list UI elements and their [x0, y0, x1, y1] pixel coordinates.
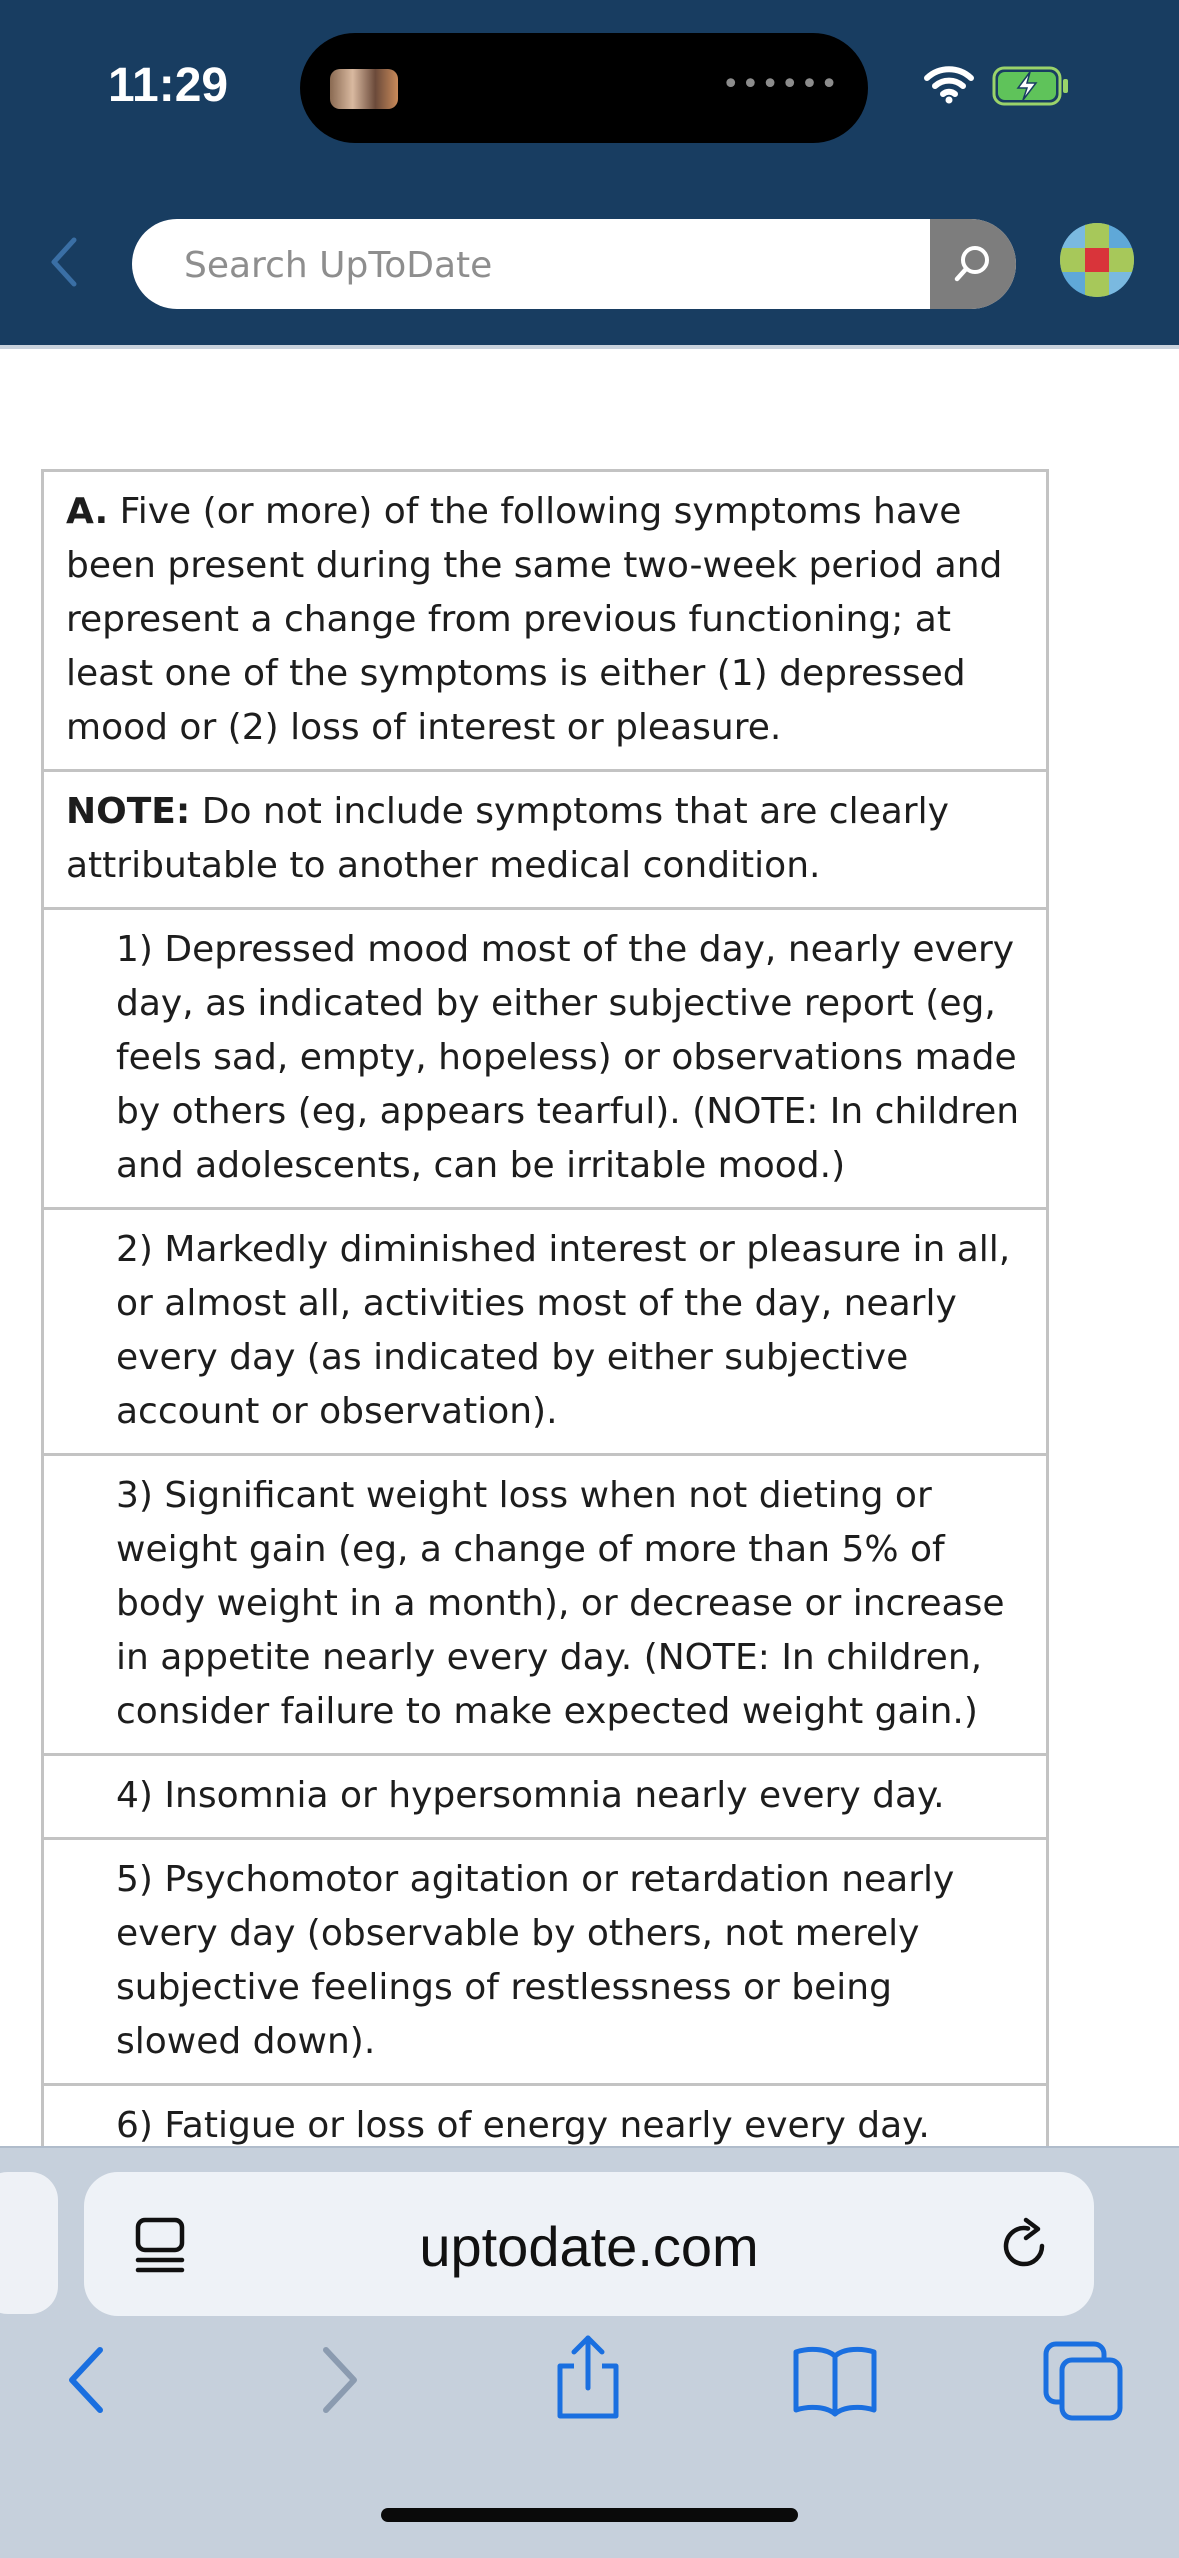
criteria-text: 1) Depressed mood most of the day, nearly every day, as indicated by either subjective report (eg, feels sad, empty, hopeless) or observations made by others (eg, appears tearful). (NOTE: In children and adolescents, can be irritable mood.): [116, 929, 1020, 1186]
status-time: 11:29: [108, 59, 229, 112]
wifi-icon: [923, 64, 975, 104]
share-icon[interactable]: [548, 2332, 628, 2422]
criteria-row: [44, 1756, 1046, 1840]
criteria-row: [44, 472, 1046, 772]
criteria-row: [44, 1840, 1046, 2086]
criteria-row: [44, 1210, 1046, 1456]
browser-toolbar: [0, 2146, 1179, 2558]
uptodate-logo-icon[interactable]: [1059, 222, 1135, 298]
tabs-icon[interactable]: [1040, 2340, 1124, 2424]
criteria-row: [44, 772, 1046, 910]
search-bar: [132, 219, 1016, 309]
address-bar[interactable]: [84, 2172, 1094, 2316]
bookmarks-icon[interactable]: [790, 2340, 880, 2420]
home-indicator: [381, 2508, 798, 2522]
island-dots-icon: ••••••: [721, 67, 840, 102]
criteria-text: 4) Insomnia or hypersomnia nearly every day.: [116, 1775, 945, 1816]
back-arrow-icon[interactable]: [56, 2340, 116, 2420]
now-playing-thumbnail[interactable]: [330, 69, 398, 109]
search-icon: [950, 241, 996, 287]
criteria-text: 5) Psychomotor agitation or retardation nearly every day (observable by others, not merely subjective feelings of restlessness or being slowed down).: [116, 1859, 955, 2062]
criteria-text: Do not include symptoms that are clearly attributable to another medical condition.: [66, 791, 949, 886]
criteria-text: 6) Fatigue or loss of energy nearly every day.: [116, 2105, 930, 2146]
url-text: uptodate.com: [419, 2215, 759, 2278]
criteria-text: 3) Significant weight loss when not dieting or weight gain (eg, a change of more than 5% of body weight in a month), or decrease or increase in appetite nearly every day. (NOTE: In children, consider failure to make expected weight gain.): [116, 1475, 1005, 1732]
criteria-row: [44, 2086, 1046, 2146]
criteria-lead: A.: [66, 491, 109, 532]
search-button[interactable]: [930, 219, 1016, 309]
criteria-lead: NOTE:: [66, 791, 191, 832]
previous-tab-preview[interactable]: [0, 2172, 58, 2314]
battery-charging-icon: [992, 66, 1072, 106]
app-header: [0, 0, 1179, 349]
dynamic-island: [300, 33, 868, 143]
criteria-row: [44, 1456, 1046, 1756]
reload-icon[interactable]: [998, 2216, 1054, 2276]
criteria-text: Five (or more) of the following symptoms have been present during the same two-week period and represent a change from previous functioning; at least one of the symptoms is either (1) depressed mood or (2) loss of interest or pleasure.: [66, 491, 1003, 748]
back-chevron-icon[interactable]: [46, 236, 80, 288]
criteria-text: 2) Markedly diminished interest or pleasure in all, or almost all, activities most of the day, nearly every day (as indicated by either subjective account or observation).: [116, 1229, 1011, 1432]
forward-arrow-icon[interactable]: [310, 2340, 370, 2420]
criteria-table: [41, 469, 1049, 2146]
criteria-row: [44, 910, 1046, 1210]
search-input[interactable]: [182, 219, 946, 309]
topic-content: [0, 349, 1179, 2146]
